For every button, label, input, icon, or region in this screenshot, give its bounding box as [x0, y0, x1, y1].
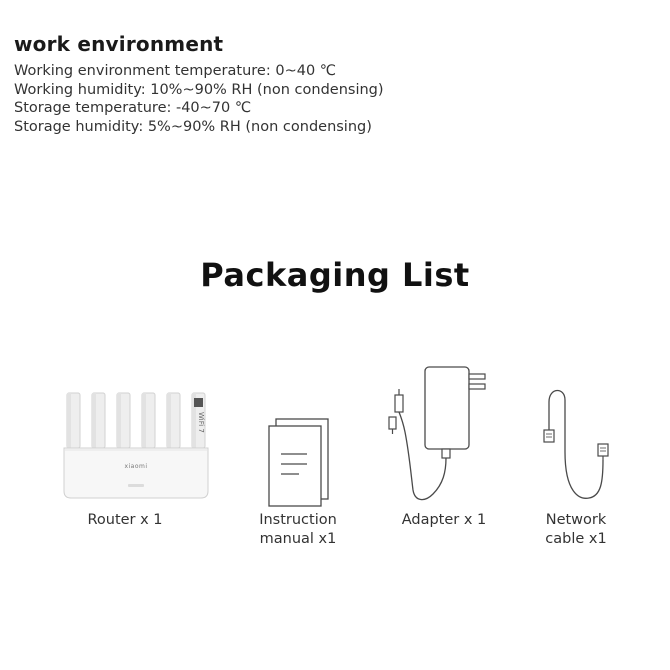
cable-caption-line-1: Network	[545, 512, 607, 528]
wifi-badge-mark	[194, 398, 203, 407]
router-wifi-badge: WiFi 7	[197, 412, 205, 433]
work-environment-section	[14, 32, 384, 136]
adapter-caption	[390, 511, 498, 530]
env-line-working-humidity: Working humidity: 10%~90% RH (non condensing)	[14, 81, 384, 98]
router-brand-text: xiaomi	[124, 463, 148, 470]
cable-caption	[530, 511, 622, 549]
router-caption	[62, 511, 188, 530]
adapter-icon	[385, 362, 495, 507]
manual-caption-line-2: manual x1	[259, 531, 337, 547]
cable-icon	[537, 382, 617, 504]
work-environment-title: work environment	[14, 32, 224, 56]
manual-caption-line-1: Instruction	[259, 512, 337, 528]
cable-caption-line-2: cable x1	[545, 531, 607, 547]
adapter-caption-line: Adapter x 1	[401, 512, 487, 528]
packaging-list-title: Packaging List	[200, 256, 470, 294]
manual-caption	[248, 511, 348, 549]
router-caption-line: Router x 1	[87, 512, 163, 528]
env-line-working-temperature: Working environment temperature: 0~40 ℃	[14, 63, 337, 79]
env-line-storage-humidity: Storage humidity: 5%~90% RH (non condensing)	[14, 118, 372, 135]
router-icon	[62, 388, 212, 503]
env-line-storage-temperature: Storage temperature: -40~70 ℃	[14, 100, 252, 116]
manual-icon	[264, 414, 336, 508]
